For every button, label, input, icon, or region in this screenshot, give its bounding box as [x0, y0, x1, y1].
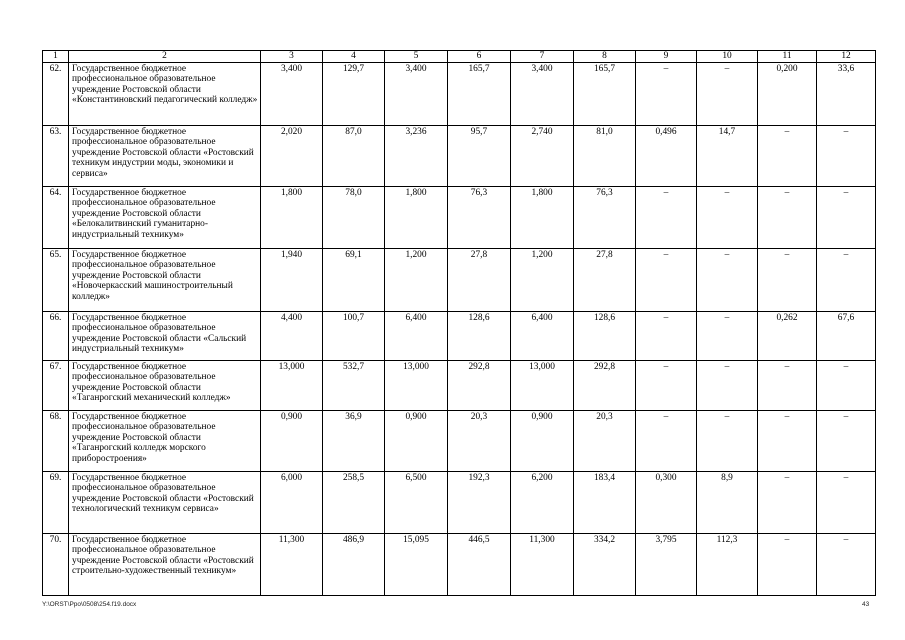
- table-cell: 192,3: [448, 471, 511, 533]
- table-cell: 0,900: [261, 410, 323, 471]
- institution-name: Государственное бюджетное профессиональное образовательное учреждение Ростовской области «Таганрогский механический колледж»: [69, 360, 261, 410]
- page-number: 43: [862, 601, 870, 608]
- table-row: [43, 248, 876, 311]
- table-cell: 183,4: [574, 471, 636, 533]
- table-row: [43, 125, 876, 186]
- table-cell: 3,400: [511, 62, 574, 125]
- table-cell: 112,3: [697, 533, 758, 595]
- table-cell: 165,7: [448, 62, 511, 125]
- institution-name: Государственное бюджетное профессиональное образовательное учреждение Ростовской области «Сальский индустриальный техникум»: [69, 311, 261, 360]
- table-cell: –: [817, 248, 876, 311]
- table-cell: 0,496: [636, 125, 697, 186]
- column-header: 1: [43, 51, 69, 63]
- table-cell: 446,5: [448, 533, 511, 595]
- table-cell: 78,0: [323, 186, 385, 248]
- table-cell: –: [636, 360, 697, 410]
- table-cell: 76,3: [448, 186, 511, 248]
- table-cell: 0,900: [511, 410, 574, 471]
- table-cell: 20,3: [448, 410, 511, 471]
- table-cell: 0,900: [385, 410, 448, 471]
- table-cell: 4,400: [261, 311, 323, 360]
- table-cell: 2,740: [511, 125, 574, 186]
- table-cell: 6,500: [385, 471, 448, 533]
- table-cell: 33,6: [817, 62, 876, 125]
- table-row: [43, 311, 876, 360]
- column-header: 9: [636, 51, 697, 63]
- table-cell: 3,400: [261, 62, 323, 125]
- institution-name: Государственное бюджетное профессиональное образовательное учреждение Ростовской области «Ростовский технологический техникум сервиса»: [69, 471, 261, 533]
- table-cell: 292,8: [448, 360, 511, 410]
- table-cell: –: [817, 533, 876, 595]
- table-cell: 81,0: [574, 125, 636, 186]
- table-cell: –: [697, 410, 758, 471]
- table-cell: 165,7: [574, 62, 636, 125]
- table-cell: 0,200: [758, 62, 817, 125]
- table-cell: 486,9: [323, 533, 385, 595]
- institution-name: Государственное бюджетное профессиональное образовательное учреждение Ростовской области «Константиновский педагогический колледж»: [69, 62, 261, 125]
- table-cell: 76,3: [574, 186, 636, 248]
- table-cell: –: [817, 360, 876, 410]
- table-cell: –: [758, 360, 817, 410]
- table-cell: –: [697, 62, 758, 125]
- column-header: 11: [758, 51, 817, 63]
- column-header: 3: [261, 51, 323, 63]
- table-cell: –: [758, 410, 817, 471]
- table-cell: –: [758, 125, 817, 186]
- table-cell: 1,940: [261, 248, 323, 311]
- table-cell: –: [817, 410, 876, 471]
- table-cell: 3,795: [636, 533, 697, 595]
- table-cell: –: [697, 360, 758, 410]
- table-cell: 100,7: [323, 311, 385, 360]
- table-cell: –: [817, 186, 876, 248]
- table-cell: 292,8: [574, 360, 636, 410]
- institution-name: Государственное бюджетное профессиональное образовательное учреждение Ростовской области «Белокалитвинский гуманитарно-индустриальный техникум»: [69, 186, 261, 248]
- table-cell: 128,6: [574, 311, 636, 360]
- column-header: 6: [448, 51, 511, 63]
- table-cell: 11,300: [261, 533, 323, 595]
- table-cell: 15,095: [385, 533, 448, 595]
- table-cell: 128,6: [448, 311, 511, 360]
- row-number: 62.: [43, 62, 69, 125]
- institution-name: Государственное бюджетное профессиональное образовательное учреждение Ростовской области «Новочеркасский машиностроительный колледж»: [69, 248, 261, 311]
- table-cell: 6,000: [261, 471, 323, 533]
- institution-name: Государственное бюджетное профессиональное образовательное учреждение Ростовской области «Таганрогский колледж морского приборостроения»: [69, 410, 261, 471]
- table-cell: 334,2: [574, 533, 636, 595]
- row-number: 68.: [43, 410, 69, 471]
- table-cell: –: [636, 248, 697, 311]
- table-cell: 0,262: [758, 311, 817, 360]
- table-cell: 1,800: [261, 186, 323, 248]
- table-cell: 1,200: [385, 248, 448, 311]
- table-cell: –: [636, 62, 697, 125]
- table-cell: –: [636, 410, 697, 471]
- institution-name: Государственное бюджетное профессиональное образовательное учреждение Ростовской области «Ростовский техникум индустрии моды, экономики и сервиса»: [69, 125, 261, 186]
- column-header: 2: [69, 51, 261, 63]
- table-cell: –: [697, 311, 758, 360]
- table-cell: –: [758, 533, 817, 595]
- table-cell: 6,400: [385, 311, 448, 360]
- table-cell: 13,000: [511, 360, 574, 410]
- table-cell: 87,0: [323, 125, 385, 186]
- table-row: [43, 410, 876, 471]
- table-cell: 13,000: [261, 360, 323, 410]
- table-cell: 27,8: [448, 248, 511, 311]
- data-table: [42, 50, 876, 596]
- table-cell: 13,000: [385, 360, 448, 410]
- table-cell: –: [758, 248, 817, 311]
- institution-name: Государственное бюджетное профессиональное образовательное учреждение Ростовской области «Ростовский строительно-художественный техникум»: [69, 533, 261, 595]
- column-header: 4: [323, 51, 385, 63]
- table-cell: –: [758, 186, 817, 248]
- table-cell: –: [697, 186, 758, 248]
- table-cell: 36,9: [323, 410, 385, 471]
- row-number: 66.: [43, 311, 69, 360]
- table-cell: 20,3: [574, 410, 636, 471]
- table-cell: 0,300: [636, 471, 697, 533]
- table-cell: 8,9: [697, 471, 758, 533]
- table-cell: 27,8: [574, 248, 636, 311]
- table-cell: 69,1: [323, 248, 385, 311]
- table-row: [43, 471, 876, 533]
- table-cell: 129,7: [323, 62, 385, 125]
- table-cell: –: [636, 311, 697, 360]
- table-cell: –: [697, 248, 758, 311]
- table-cell: 1,800: [511, 186, 574, 248]
- table-cell: 1,800: [385, 186, 448, 248]
- table-cell: 258,5: [323, 471, 385, 533]
- table-cell: 3,236: [385, 125, 448, 186]
- table-cell: –: [758, 471, 817, 533]
- row-number: 63.: [43, 125, 69, 186]
- table-cell: 6,200: [511, 471, 574, 533]
- table-row: [43, 62, 876, 125]
- table-row: [43, 533, 876, 595]
- table-cell: 2,020: [261, 125, 323, 186]
- table-cell: 67,6: [817, 311, 876, 360]
- row-number: 69.: [43, 471, 69, 533]
- column-header: 10: [697, 51, 758, 63]
- table-cell: 532,7: [323, 360, 385, 410]
- column-header: 7: [511, 51, 574, 63]
- header-row: [43, 51, 876, 63]
- table-cell: 3,400: [385, 62, 448, 125]
- column-header: 8: [574, 51, 636, 63]
- column-header: 12: [817, 51, 876, 63]
- table-cell: 14,7: [697, 125, 758, 186]
- table-row: [43, 186, 876, 248]
- table-cell: 95,7: [448, 125, 511, 186]
- file-path: Y:\ORST\Ppo\0508\254.f19.docx: [42, 601, 137, 608]
- table-cell: –: [817, 125, 876, 186]
- table-row: [43, 360, 876, 410]
- table-cell: 1,200: [511, 248, 574, 311]
- row-number: 65.: [43, 248, 69, 311]
- row-number: 67.: [43, 360, 69, 410]
- table-cell: 11,300: [511, 533, 574, 595]
- column-header: 5: [385, 51, 448, 63]
- table-cell: –: [817, 471, 876, 533]
- table-cell: 6,400: [511, 311, 574, 360]
- table-cell: –: [636, 186, 697, 248]
- row-number: 64.: [43, 186, 69, 248]
- row-number: 70.: [43, 533, 69, 595]
